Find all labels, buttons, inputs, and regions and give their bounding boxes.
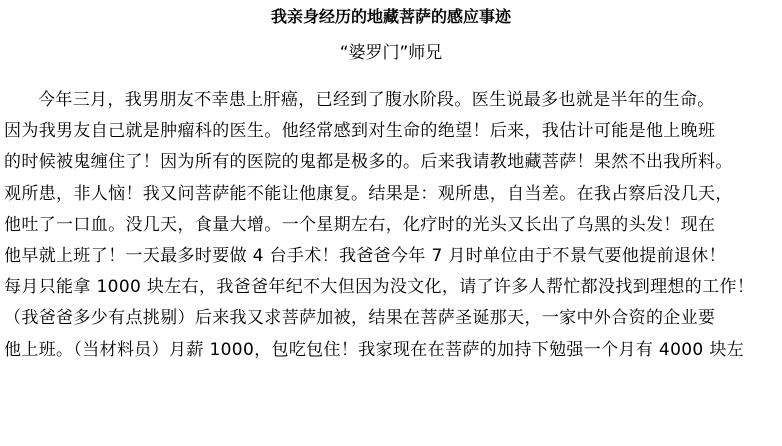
body-line: 他早就上班了！一天最多时要做 4 台手术！我爸爸今年 7 月时单位由于不景气要他提前退休！: [4, 245, 726, 266]
body-line: 他上班。（当材料员）月薪 1000，包吃包住！我家现在在菩萨的加持下勉强一个月有 4000 块左: [4, 339, 745, 360]
body-line: 他吐了一口血。没几天，食量大增。一个星期左右，化疗时的光头又长出了乌黑的头发！现在: [4, 214, 716, 235]
document-author: “婆罗门”师兄: [339, 43, 443, 63]
body-line: （我爸爸多少有点挑剔）后来我又求菩萨加被，结果在菩萨圣诞那天，一家中外合资的企业要: [4, 308, 716, 329]
document-title: 我亲身经历的地藏菩萨的感应事迹: [270, 7, 511, 26]
body-line: 的时候被鬼缠住了！因为所有的医院的鬼都是极多的。后来我请教地藏菩萨！果然不出我所料。: [4, 152, 733, 173]
body-line: 每月只能拿 1000 块左右，我爸爸年纪不大但因为没文化，请了许多人帮忙都没找到理想的工作！: [4, 277, 755, 298]
document-body: [4, 85, 780, 366]
body-line: 今年三月，我男朋友不幸患上肝癌，已经到了腹水阶段。医生说最多也就是半年的生命。: [38, 90, 715, 110]
body-line: 观所患，非人恼！我又问菩萨能不能让他康复。结果是：观所患，自当差。在我占察后没几天，: [4, 183, 733, 204]
body-line: 因为我男友自己就是肿瘤科的医生。他经常感到对生命的绝望！后来，我估计可能是他上晚班: [4, 121, 716, 142]
